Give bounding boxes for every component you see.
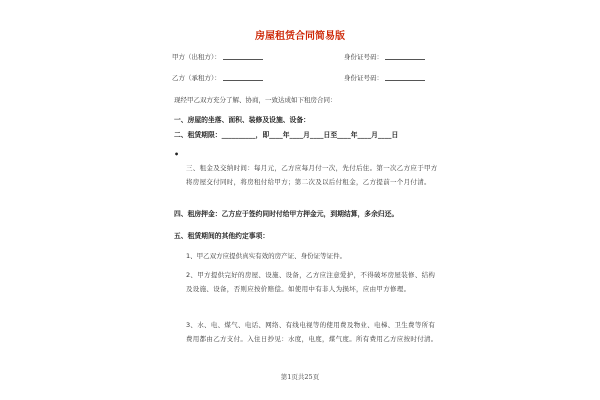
party-b-id-blank (385, 73, 425, 81)
item-2: 2、甲方提供完好的房屋、设施、设备，乙方应注意爱护，不得破坏房屋装修、结构及设施、设备，否则应按价赔偿。如使用中有非人为损坏，应由甲方修理。 (186, 271, 436, 293)
party-a-label: 甲方（出租方）： (172, 52, 263, 62)
document-title: 房屋租赁合同简易版 (255, 31, 345, 42)
item-3: 3、水、电、煤气、电话、网络、有线电视等的使用费及物业、电梯、卫生费等所有费用都由乙方支付。入住日抄见：水度，电度，煤气度。所有费用乙方应按时付清。 (186, 321, 438, 343)
item-1: 1、甲乙双方应提供真实有效的房产证、身份证等证件。 (186, 252, 347, 260)
page-number: 第1页共25页 (280, 373, 320, 381)
party-a-blank (223, 52, 263, 60)
section-4-heading: 四、租房押金：乙方应于签约同时付给甲方押金元，到期结算，多余归还。 (174, 210, 399, 218)
section-5-heading: 五、租赁期间的其他约定事项： (174, 232, 270, 240)
party-b-label: 乙方（承租方）： (172, 73, 263, 83)
party-b-blank (223, 73, 263, 81)
party-a-id-blank (385, 52, 425, 60)
section-1-heading: 一、房屋的坐落、面积、装修及设施、设备： (174, 116, 310, 124)
section-2-heading: 二、租赁期限：__________，即____年____月____日至____年____月____日 (174, 131, 399, 139)
party-a-id-label: 身份证号码： (344, 52, 425, 62)
party-b-id-label: 身份证号码： (344, 73, 425, 83)
bullet-mark: • (174, 150, 180, 159)
section-3-text: 三、租金及交纳时间：每月元，乙方应每月付一次，先付后住。第一次乙方应于甲方将房屋交付同时，将房租付给甲方；第二次及以后付租金，乙方提前一个月付清。 (186, 164, 438, 186)
intro-text: 现经甲乙双方充分了解、协商，一致达成如下租房合同： (174, 96, 337, 104)
